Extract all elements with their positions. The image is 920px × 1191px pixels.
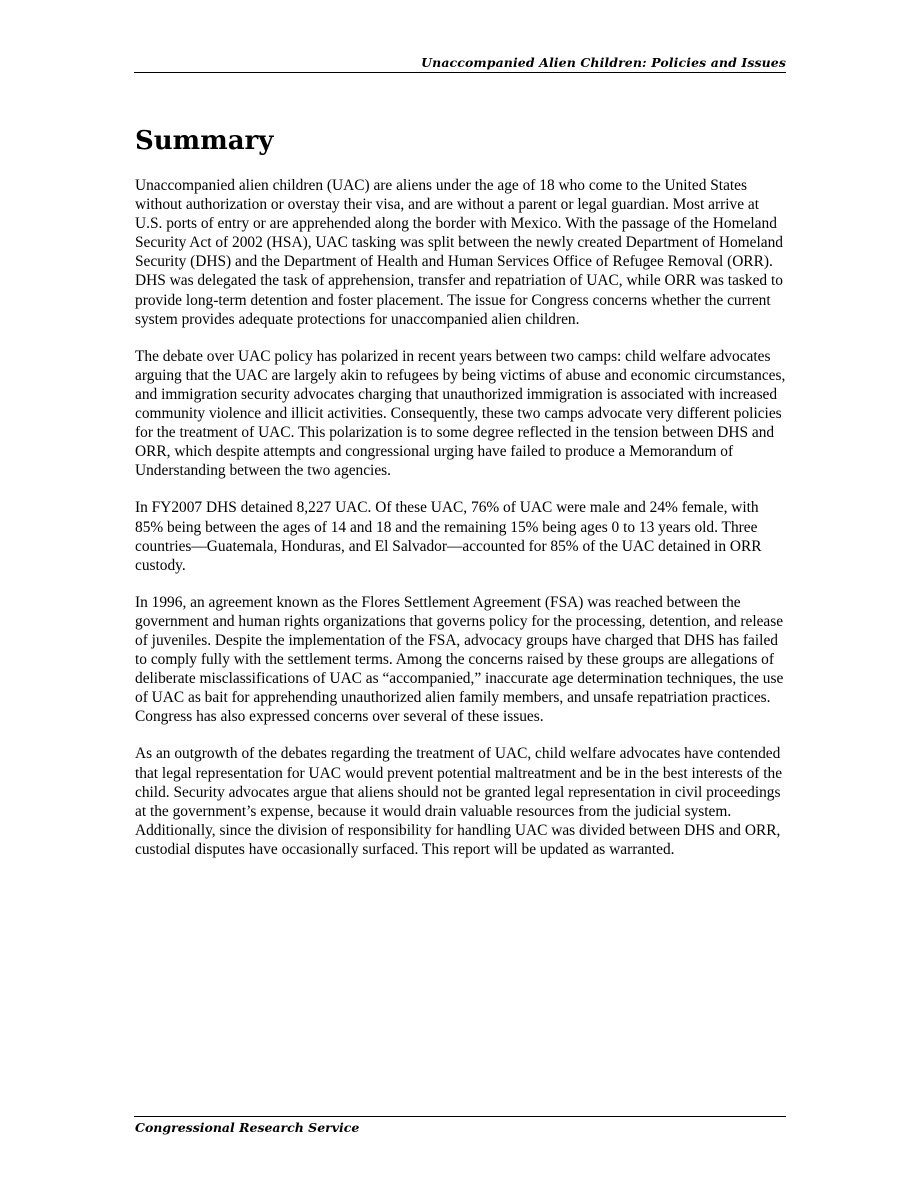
page-title: Summary [135,126,274,156]
paragraph-4: In 1996, an agreement known as the Flores Settlement Agreement (FSA) was reached between the government and human rights organizations that governs policy for the processing, detention, and release of juveniles. Despite the implementation of the FSA, advocacy groups have charged that DHS has failed to comply fully with the settlement terms. Among the concerns raised by these groups are allegations of deliberate misclassifications of UAC as “accompanied,” inaccurate age determination techniques, the use of UAC as bait for apprehending unauthorized alien family members, and unsafe repatriation practices. Congress has also expressed concerns over several of these issues. [135,593,784,726]
paragraph-1: Unaccompanied alien children (UAC) are aliens under the age of 18 who come to the United States without authorization or overstay their visa, and are without a parent or legal guardian. Most arrive at U.S. ports of entry or are apprehended along the border with Mexico. With the passage of the Homeland Security Act of 2002 (HSA), UAC tasking was split between the newly created Department of Homeland Security (DHS) and the Department of Health and Human Services Office of Refugee Removal (ORR). DHS was delegated the task of apprehension, transfer and repatriation of UAC, while ORR was tasked to provide long-term detention and foster placement. The issue for Congress concerns whether the current system provides adequate protections for unaccompanied alien children. [135,177,783,328]
footer-divider [134,1116,786,1117]
paragraph-2: The debate over UAC policy has polarized in recent years between two camps: child welfare advocates arguing that the UAC are largely akin to refugees by being victims of abuse and economic circumstances, and immigration security advocates charging that unauthorized immigration is associated with increased community violence and illicit activities. Consequently, these two camps advocate very different policies for the treatment of UAC. This polarization is to some degree reflected in the tension between DHS and ORR, which despite attempts and congressional urging have failed to produce a Memorandum of Understanding between the two agencies. [135,347,786,480]
running-header-title: Unaccompanied Alien Children: Policies and Issues [421,55,786,70]
header-divider [134,72,786,73]
paragraph-3: In FY2007 DHS detained 8,227 UAC. Of these UAC, 76% of UAC were male and 24% female, with 85% being between the ages of 14 and 18 and the remaining 15% being ages 0 to 13 years old. Three countries—Guatemala, Honduras, and El Salvador—accounted for 85% of the UAC detained in ORR custody. [135,499,762,574]
paragraph-5: As an outgrowth of the debates regarding the treatment of UAC, child welfare advocates have contended that legal representation for UAC would prevent potential maltreatment and be in the best interests of the child. Security advocates argue that aliens should not be granted legal representation in civil proceedings at the government’s expense, because it would drain valuable resources from the judicial system. Additionally, since the division of responsibility for handling UAC was divided between DHS and ORR, custodial disputes have occasionally surfaced. This report will be updated as warranted. [135,745,783,858]
footer-organization: Congressional Research Service [135,1120,360,1135]
summary-body [135,176,787,877]
